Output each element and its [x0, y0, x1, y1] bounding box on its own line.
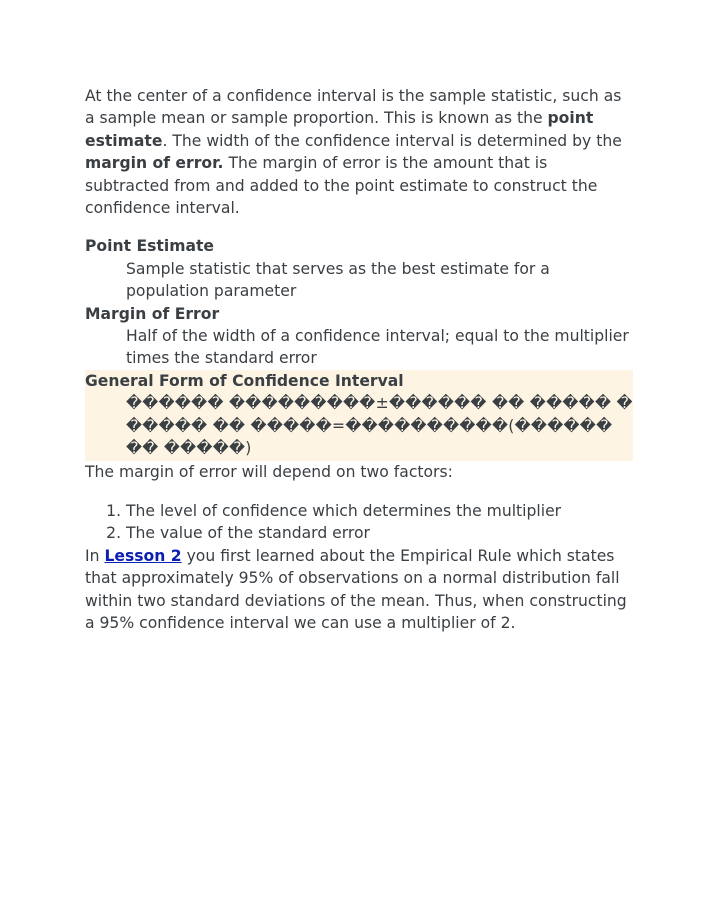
closing-text-2: you first learned about the Empirical Rule which states that approximately 95% of observations on a normal distribution fall within two standard deviations of the mean. Thus, when constructing a 95% confidence interval we can use a multiplier of 2.: [85, 546, 627, 632]
general-form-formula: ������ ���������±������ �� ����� ������ �� �����=����������(������ �� �����): [126, 394, 633, 458]
term-margin-of-error: Margin of Error: [85, 304, 220, 323]
factors-intro: The margin of error will depend on two factors:: [85, 462, 453, 481]
factors-list: [85, 500, 631, 545]
intro-text-1: At the center of a confidence interval is the sample statistic, such as a sample mean or sample proportion. This is known as the: [85, 87, 622, 128]
term-general-form: General Form of Confidence Interval: [85, 371, 404, 390]
intro-text-3: The margin of error is the amount that is subtracted from and added to the point estimate to construct the confidence interval.: [85, 154, 598, 218]
document-page: [85, 85, 631, 634]
closing-paragraph: [85, 545, 631, 635]
term-point-estimate: Point Estimate: [85, 237, 215, 256]
general-form-highlight: [85, 370, 633, 461]
intro-paragraph: [85, 85, 631, 219]
definition-point-estimate: Sample statistic that serves as the best estimate for a population parameter: [126, 259, 550, 301]
lesson-2-link[interactable]: Lesson 2: [104, 546, 182, 565]
factor-item: 1. The level of confidence which determines the multiplier: [126, 500, 631, 522]
definition-margin-of-error: Half of the width of a confidence interval; equal to the multiplier times the standard error: [126, 327, 629, 368]
intro-text-2: . The width of the confidence interval is determined by the: [162, 131, 622, 150]
margin-of-error-bold: margin of error.: [85, 154, 224, 173]
point-estimate-bold: point estimate: [85, 109, 594, 150]
factor-item: 2. The value of the standard error: [126, 522, 631, 544]
closing-text-1: In: [85, 546, 105, 565]
definition-list: [85, 235, 631, 460]
